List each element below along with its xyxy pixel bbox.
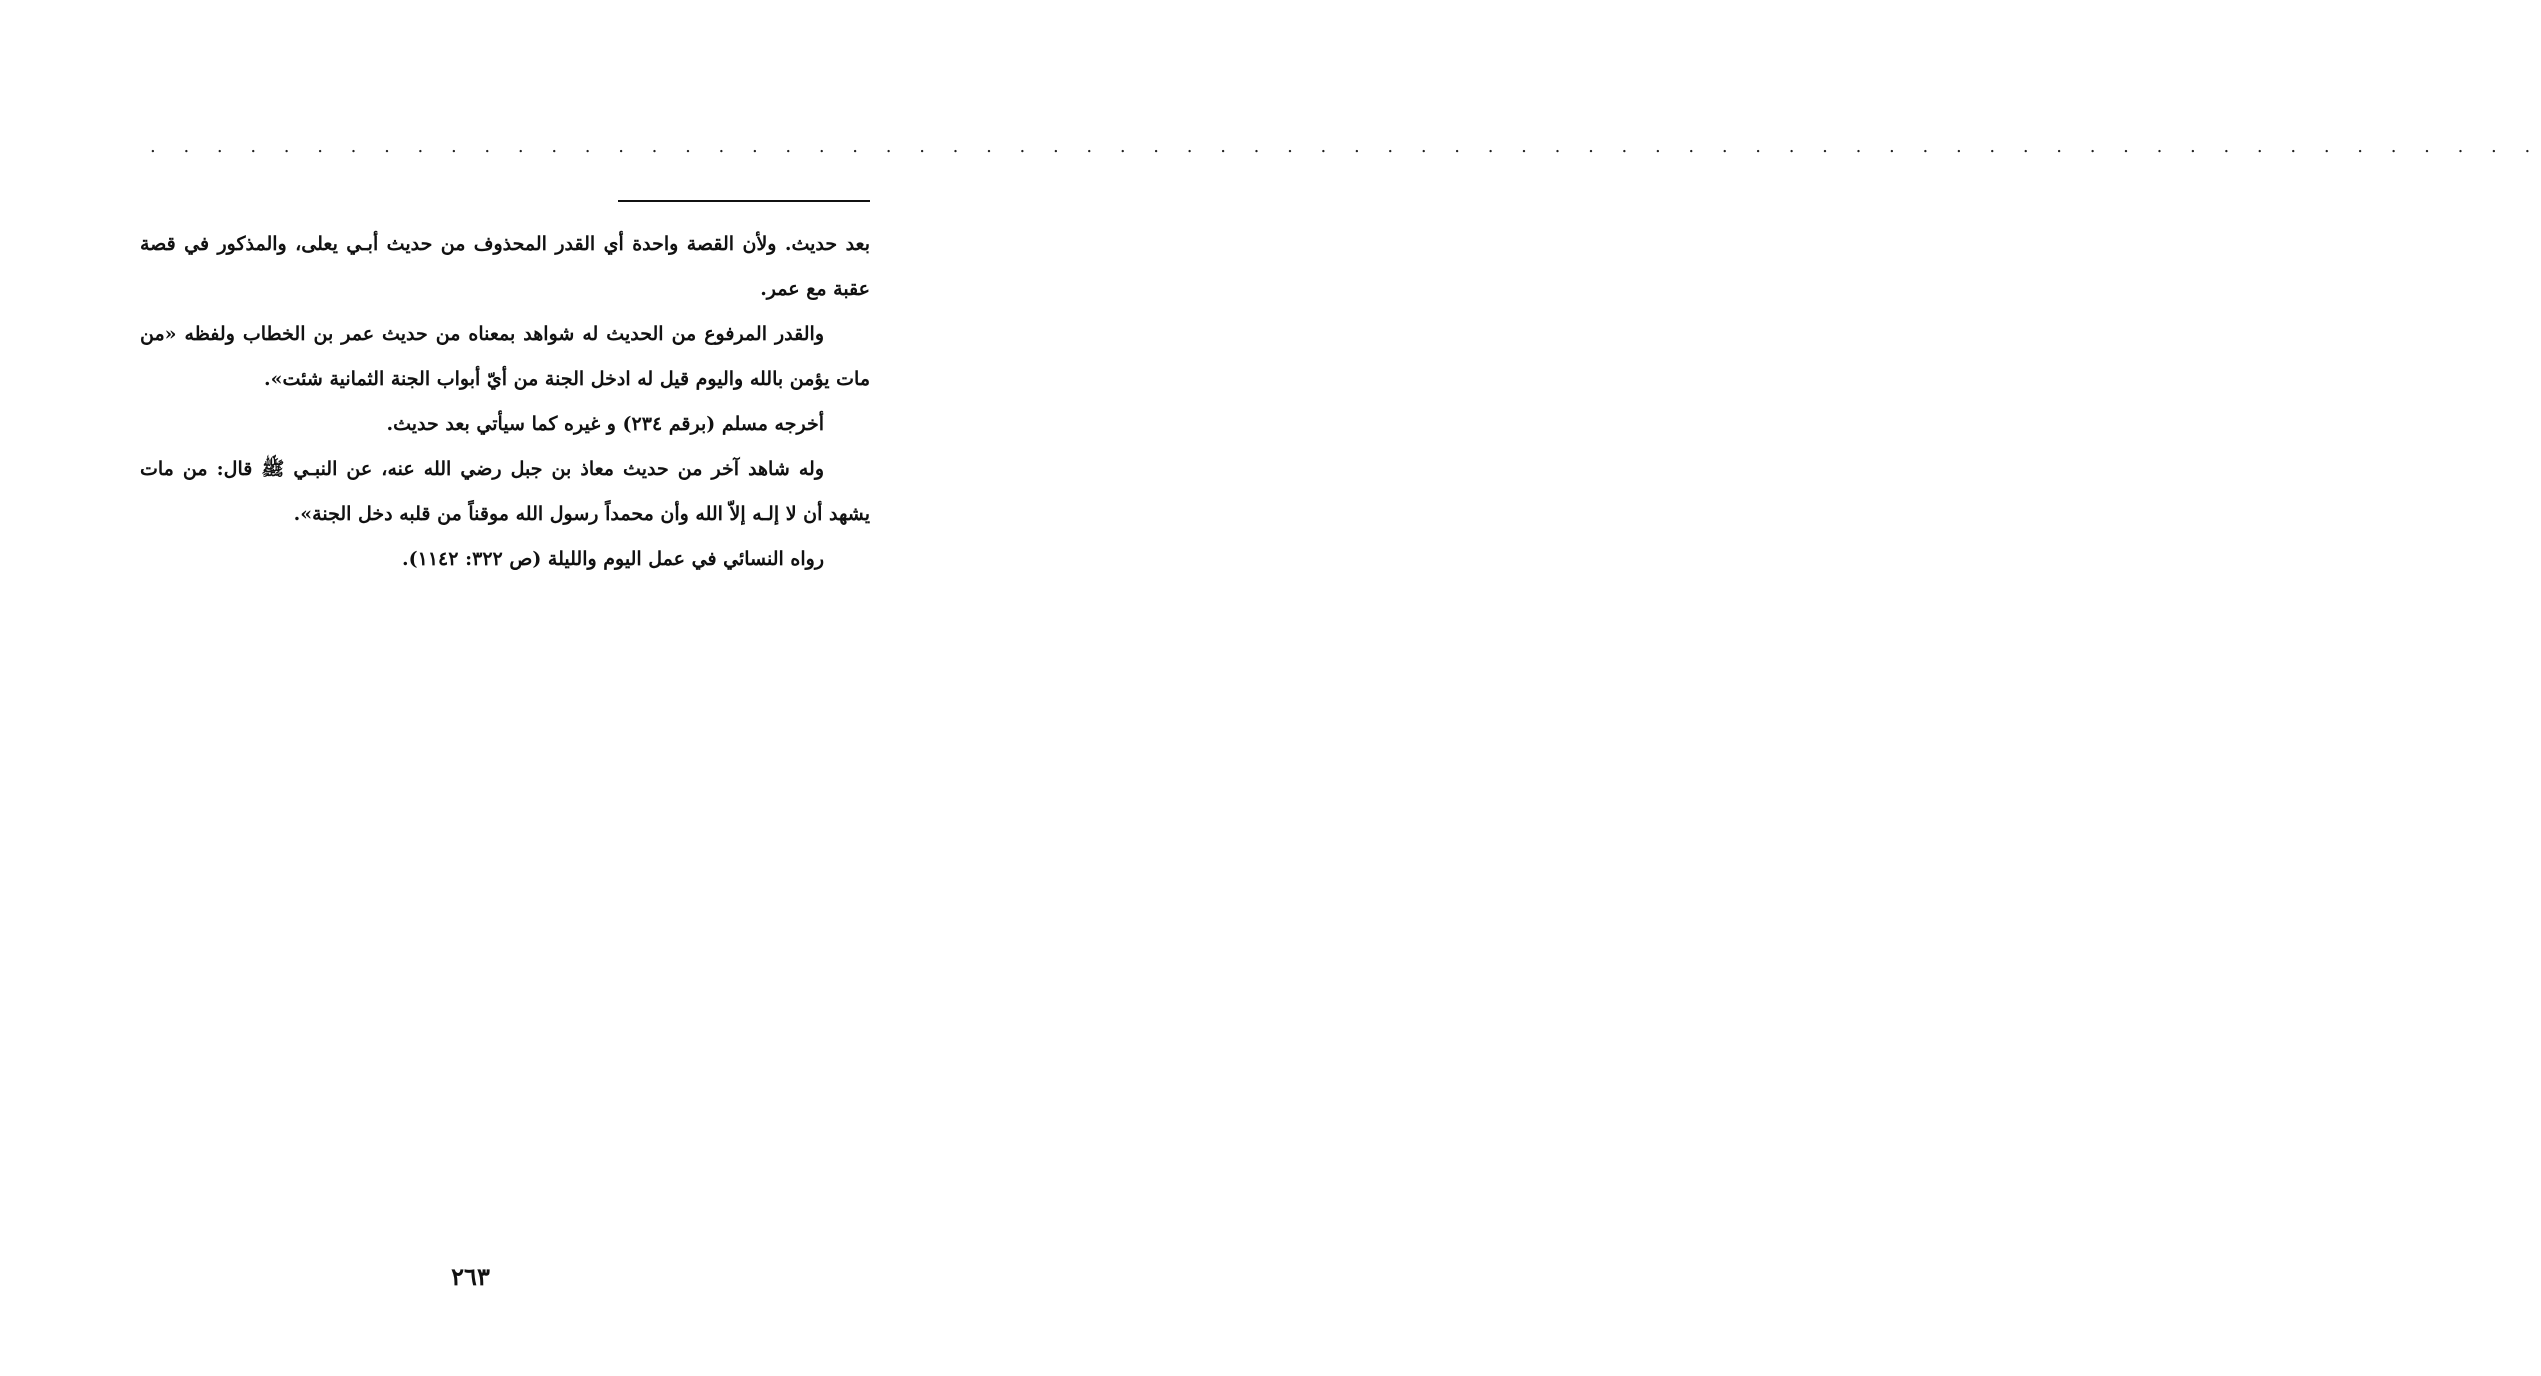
footnote-paragraph-4: وله شاهد آخر من حديث معاذ بن جبل رضي الله عنه، عن النبـي ﷺ قال: من مات يشهد أن لا إلـه إلاّ الله وأن محمداً رسول الله موقناً من قلبه دخل الجنة». — [140, 458, 870, 525]
footnote-rule — [618, 200, 870, 202]
footnote-paragraph-2: والقدر المرفوع من الحديث له شواهد بمعناه من حديث عمر بن الخطاب ولفظه «من مات يؤمن بالله واليوم قيل له ادخل الجنة من أيّ أبواب الجنة الثمانية شئت». — [140, 323, 870, 390]
dotted-separator: . . . . . . . . . . . . . . . . . . . . . . . . . . . . . . . . . . . . . . . . . . . . . . . . . . . . . . . . . . . . . . . . . . . . . . . . — [150, 136, 2541, 157]
footnotes-block — [140, 222, 870, 582]
page-number: ٢٦٣ — [451, 1262, 490, 1291]
footnote-paragraph-1: بعد حديث. ولأن القصة واحدة أي القدر المحذوف من حديث أبـي يعلى، والمذكور في قصة عقبة مع عمر. — [140, 233, 870, 300]
footnote-paragraph-5: رواه النسائي في عمل اليوم والليلة (ص ٣٢٢: ١١٤٢). — [402, 548, 824, 570]
footnote-paragraph-3: أخرجه مسلم (برقم ٢٣٤) و غيره كما سيأتي بعد حديث. — [386, 413, 824, 435]
